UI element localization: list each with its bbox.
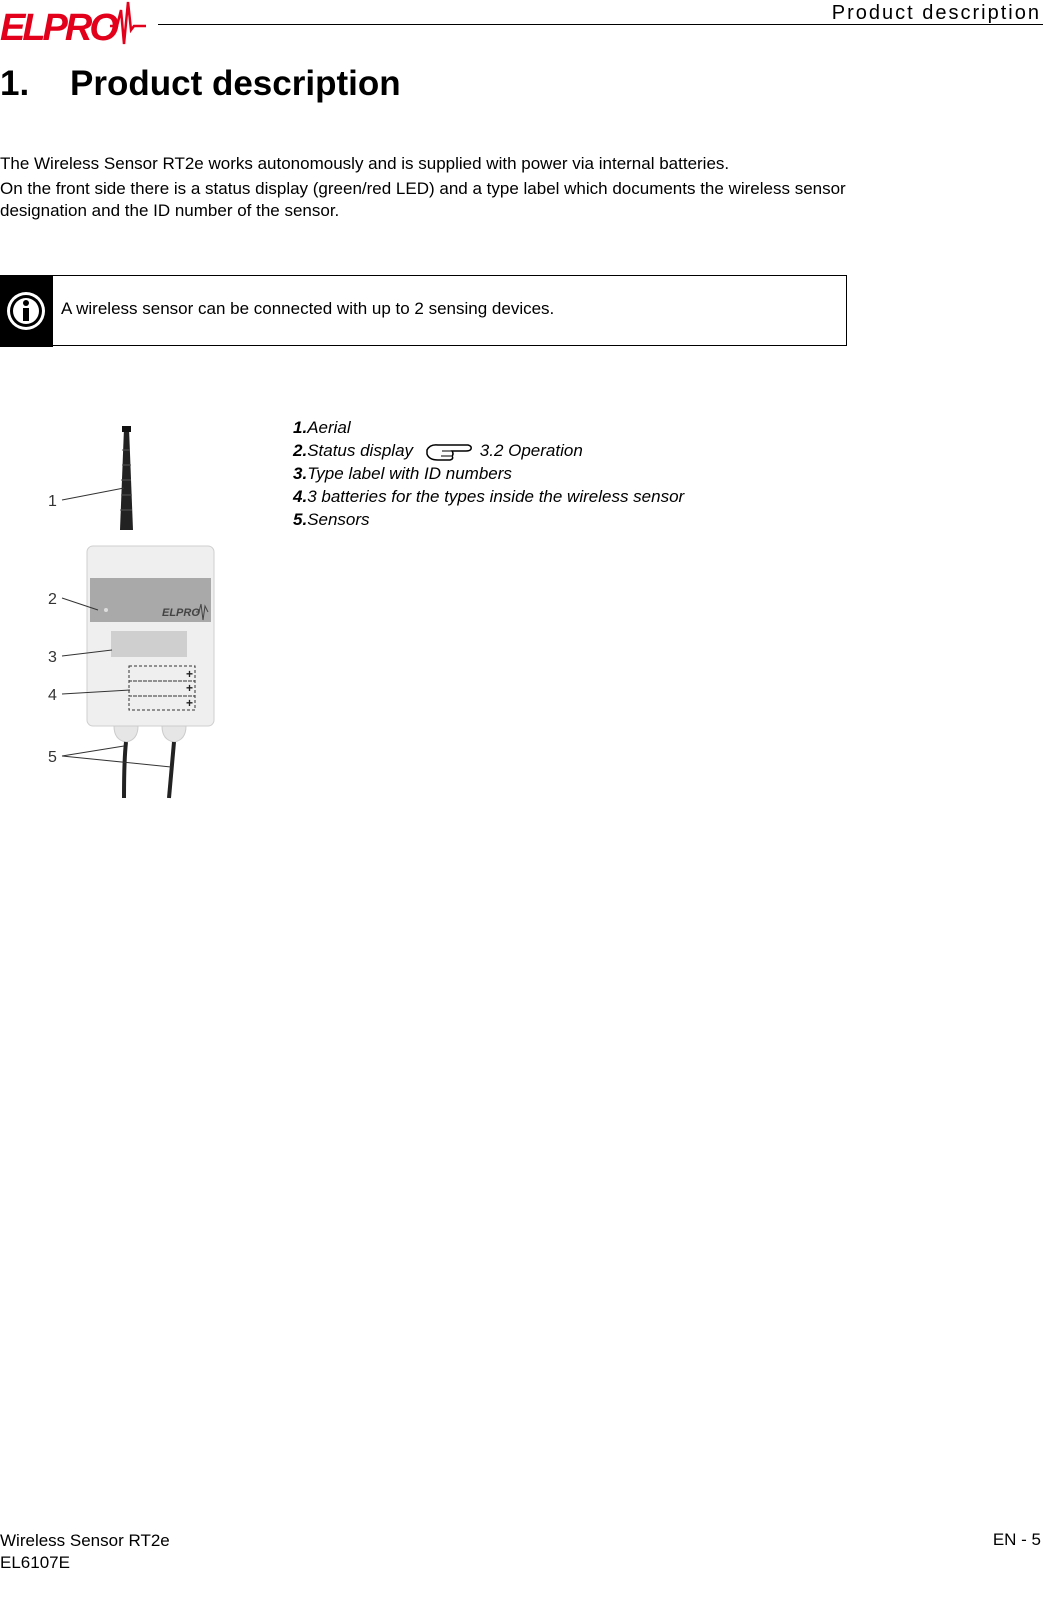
cross-reference[interactable]: 3.2 Operation [479, 441, 583, 460]
info-icon-cell [0, 275, 53, 347]
callout-2: 2 [48, 591, 57, 608]
type-label [111, 631, 187, 657]
callout-5: 5 [48, 749, 57, 766]
info-note [0, 275, 847, 346]
info-note-text: A wireless sensor can be connected with up to 2 sensing devices. [61, 299, 555, 318]
sensor-cable-left [124, 742, 126, 798]
device-logo: ELPRO [162, 607, 200, 619]
footer-product: Wireless Sensor RT2e [0, 1531, 170, 1550]
battery-plus-2: + [186, 681, 194, 695]
battery-plus-1: + [186, 667, 194, 681]
pointing-hand-icon [424, 440, 476, 462]
chapter-number: 1. [0, 64, 30, 103]
callout-4: 4 [48, 687, 57, 704]
callout-1: 1 [48, 493, 57, 510]
device-figure [40, 420, 230, 800]
elpro-logo [0, 0, 150, 52]
info-icon [0, 275, 53, 347]
legend-item: 2.Status display 3.2 Operation [293, 441, 583, 460]
chapter-heading [0, 64, 401, 104]
sensor-cable-right [169, 742, 174, 798]
aerial [120, 428, 133, 530]
chapter-title: Product description [70, 64, 401, 103]
cable-gland-right [162, 726, 186, 742]
callout-3: 3 [48, 649, 57, 666]
status-led [104, 608, 108, 612]
legend-item: 1.Aerial [293, 418, 351, 437]
legend-item: 3.Type label with ID numbers [293, 464, 512, 483]
running-header-title: Product description [831, 2, 1041, 24]
page-number: EN - 5 [992, 1530, 1041, 1549]
legend-item: 5.Sensors [293, 510, 370, 529]
front-side-paragraph: On the front side there is a status display (green/red LED) and a type label which documents the wireless sensor designation and the ID number of the sensor. [0, 179, 846, 220]
battery-plus-3: + [186, 696, 194, 710]
cable-gland-left [114, 726, 138, 742]
intro-paragraph: The Wireless Sensor RT2e works autonomously and is supplied with power via internal batteries. [0, 154, 730, 173]
legend-item: 4.3 batteries for the types inside the wireless sensor [293, 487, 685, 506]
logo-text: ELPRO [0, 7, 116, 49]
footer-doc-id: EL6107E [0, 1553, 70, 1572]
figure-legend [293, 416, 684, 531]
footer-left [0, 1530, 170, 1574]
